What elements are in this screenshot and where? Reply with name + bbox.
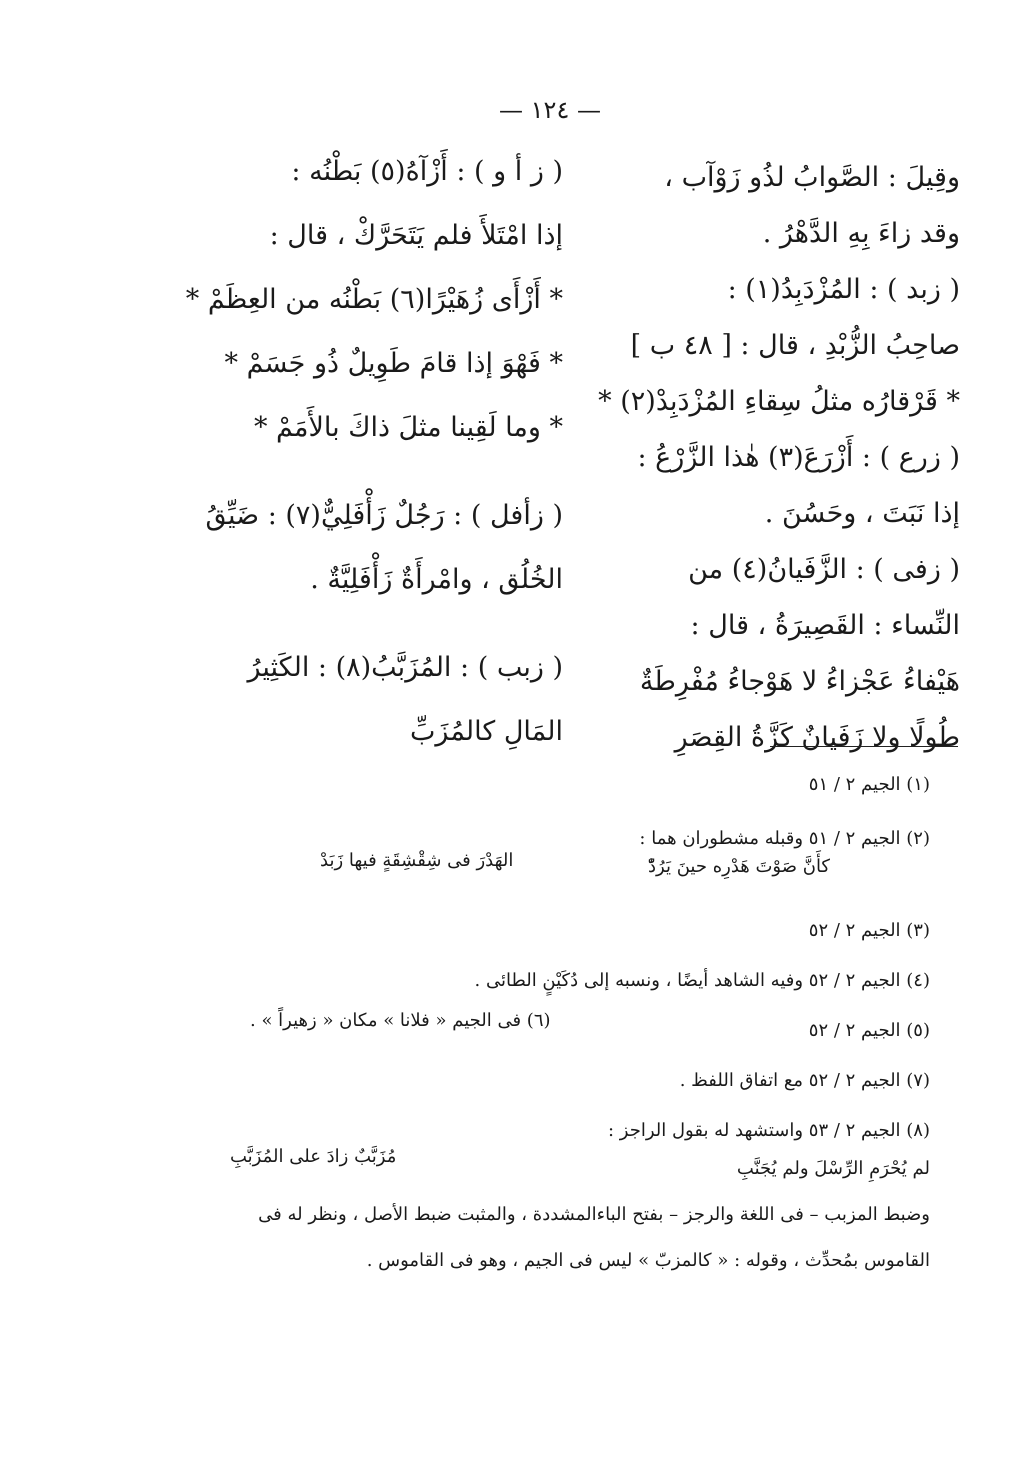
right-line: النِّساء : القَصِيرَةُ ، قال :	[690, 610, 960, 641]
left-line: الخُلُق ، وامْرأَةٌ زَأْفَلِيَّةٌ .	[310, 564, 563, 595]
left-line: المَالِ كالمُزَبِّ	[410, 716, 563, 747]
right-line: ( زبد ) : المُزْدَبِدُ(١) :	[727, 274, 960, 305]
left-column	[185, 140, 563, 764]
footnote-2-verse-a: كأَنَّ صَوْتَ هَدْرِه حينَ يَرُدّْ	[648, 856, 830, 877]
footnote-8-verse-a: لم يُحْرَمِ الرِّسْلَ ولم يُجَنَّبِ	[736, 1158, 930, 1179]
footnote-separator	[770, 746, 958, 747]
left-line: ( ز أ و ) : أَزْآهُ(٥) بَطْنُه :	[291, 156, 563, 187]
left-line: ( زأفل ) : رَجُلٌ زَأْفَلِيٌّ(٧) : ضَيِّقُ	[205, 500, 563, 531]
right-column	[600, 150, 960, 766]
right-line: * قَرْقارُه مثلُ سِقاءِ المُزْدَبِدْ(٢) *	[598, 386, 960, 417]
right-line: ( زرع ) : أَزْرَعَ(٣) هٰذا الزَّرْعُ :	[637, 442, 960, 473]
left-line: * أَزْأَى زُهَيْرًا(٦) بَطْنُه من العِظَمْ *	[185, 284, 563, 315]
footnotes-block	[210, 770, 930, 1330]
footnote-8: (٨) الجيم ٢ / ٥٣ واستشهد له بقول الراجز :	[607, 1120, 930, 1141]
footnote-3: (٣) الجيم ٢ / ٥٢	[808, 920, 930, 941]
footnote-2: (٢) الجيم ٢ / ٥١ وقبله مشطوران هما :	[639, 828, 930, 849]
left-line: إذا امْتَلأَ فلم يَتَحَرَّكْ ، قال :	[269, 220, 563, 251]
footnote-4: (٤) الجيم ٢ / ٥٢ وفيه الشاهد أيضًا ، ونسبه إلى دُكَيْنٍ الطائى .	[474, 970, 930, 991]
right-line: ( زفى ) : الزَّفَيانُ(٤) من	[688, 554, 960, 585]
footnote-5: (٥) الجيم ٢ / ٥٢	[808, 1020, 930, 1041]
left-line: ( زبب ) : المُزَبَّبُ(٨) : الكَثِيرُ	[247, 652, 563, 683]
left-line: * وما لَقِينا مثلَ ذاكَ بالأَمَمْ *	[253, 412, 563, 443]
footnote-8-note-2: القاموس بمُحدِّث ، وقوله : « كالمزبّ » ليس فى الجيم ، وهو فى القاموس .	[366, 1250, 930, 1271]
spacer	[218, 612, 563, 636]
right-line: طُولًا ولا زَفَيانٌ كَزَّةُ القِصَرِ	[674, 722, 960, 753]
footnote-7: (٧) الجيم ٢ / ٥٢ مع اتفاق اللفظ .	[679, 1070, 930, 1091]
spacer	[218, 460, 563, 484]
footnote-1: (١) الجيم ٢ / ٥١	[808, 774, 930, 795]
right-line: إذا نَبَتَ ، وحَسُنَ .	[764, 498, 960, 529]
footnote-2-verse-b: الهَدْرَ فى شِقْشِقَةٍ فيها زَبَدْ	[320, 850, 514, 871]
footnote-6: (٦) فى الجيم « فلانا » مكان « زهيراً » .	[250, 1010, 551, 1031]
footnote-8-verse-b: مُزَبَّبٌ زادَ على المُزَبَّبِ	[230, 1146, 397, 1167]
left-line: * فَهْوَ إذا قامَ طَوِيلٌ ذُو جَسَمْ *	[224, 348, 563, 379]
footnote-8-note-1: وضبط المزبب – فى اللغة والرجز – بفتح الباءالمشددة ، والمثبت ضبط الأصل ، ونظر له فى	[258, 1204, 930, 1225]
right-line: هَيْفاءُ عَجْزاءُ لا هَوْجاءُ مُفْرِطَةٌ	[639, 666, 960, 697]
page-number: — ١٢٤ —	[499, 96, 601, 124]
right-line: صاحِبُ الزُّبْدِ ، قال : [ ٤٨ ب ]	[630, 330, 960, 361]
right-line: وقِيلَ : الصَّوابُ لذُو زَوْآب ،	[664, 162, 960, 193]
right-line: وقد زاءَ بِهِ الدَّهْرُ .	[762, 218, 960, 249]
